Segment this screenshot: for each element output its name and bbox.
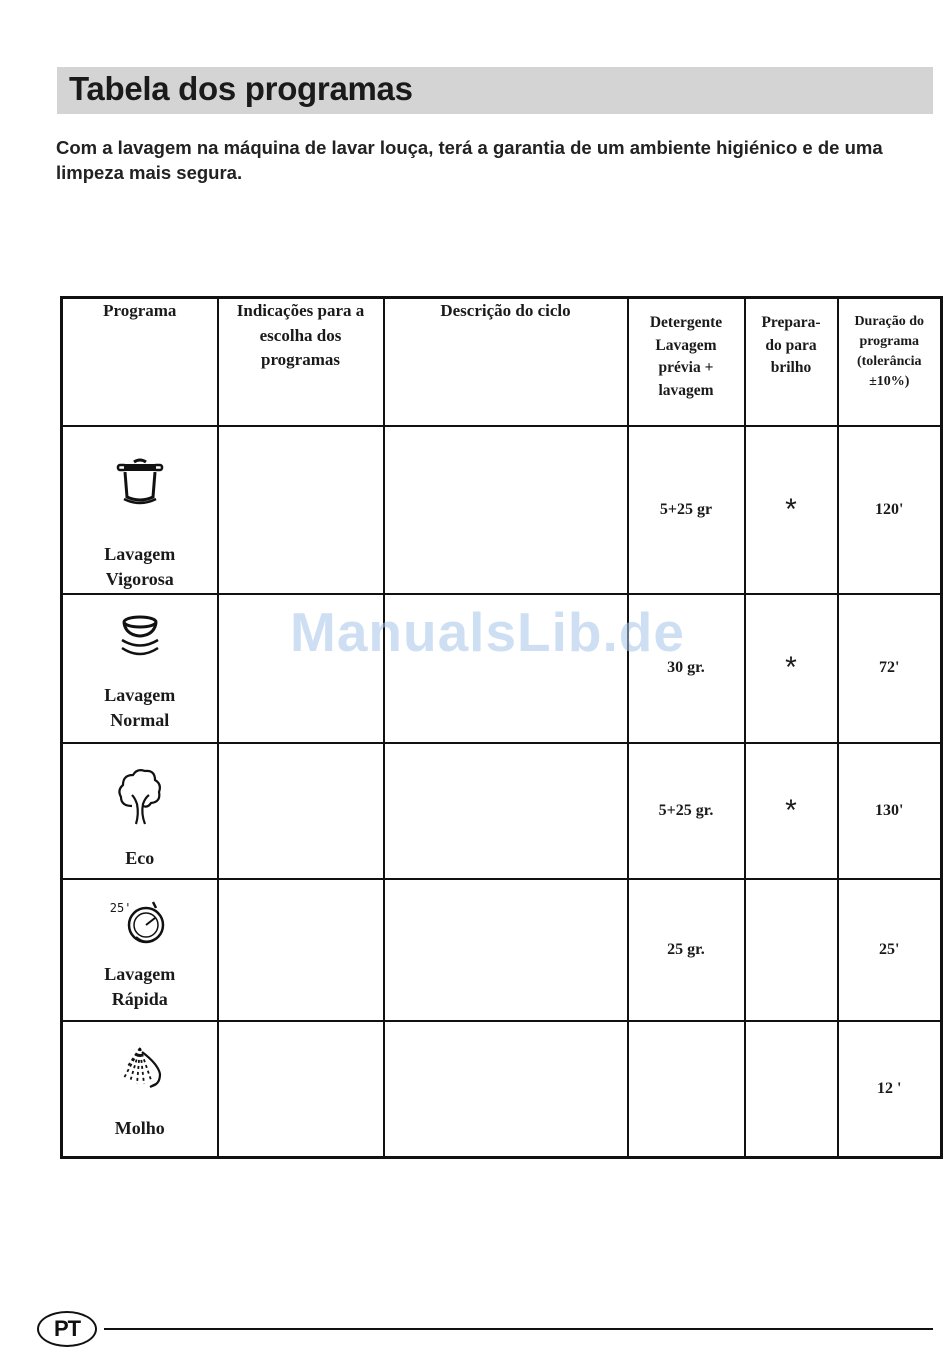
brilho-cell: * xyxy=(745,594,838,743)
program-cell xyxy=(62,426,218,594)
indicacoes-cell xyxy=(218,1021,384,1158)
brilho-cell xyxy=(745,1021,838,1158)
program-name: Eco xyxy=(125,847,155,868)
duracao-cell: 12 ' xyxy=(838,1021,942,1158)
col-header-duracao: Duração do programa (tolerância ±10%) xyxy=(838,298,942,426)
table-row xyxy=(62,879,942,1021)
timer-label: 25' xyxy=(109,900,132,915)
pot-icon xyxy=(112,455,168,507)
footer-rule xyxy=(104,1328,933,1330)
program-cell xyxy=(62,1021,218,1158)
program-cell xyxy=(62,594,218,743)
program-name: Rápida xyxy=(111,988,168,1009)
watermark: ManualsLib.de xyxy=(290,601,685,663)
detergente-cell: 30 gr. xyxy=(628,594,745,743)
indicacoes-cell xyxy=(218,426,384,594)
intro-paragraph: Com a lavagem na máquina de lavar louça, terá a garantia de um ambiente higiénico e de uma limpeza mais segura. xyxy=(56,137,883,183)
language-badge: PT xyxy=(37,1311,97,1347)
page-title: Tabela dos programas xyxy=(69,70,413,107)
table-row xyxy=(62,1021,942,1158)
duracao-cell: 120' xyxy=(838,426,942,594)
program-name: Vigorosa xyxy=(105,568,174,589)
indicacoes-cell xyxy=(218,879,384,1021)
detergente-cell: 5+25 gr xyxy=(628,426,745,594)
descricao-cell xyxy=(384,879,628,1021)
descricao-cell xyxy=(384,594,628,743)
table-row xyxy=(62,743,942,879)
programs-table xyxy=(60,296,943,1159)
duracao-cell: 72' xyxy=(838,594,942,743)
detergente-cell: 25 gr. xyxy=(628,879,745,1021)
spray-icon xyxy=(114,1044,166,1092)
program-name: Normal xyxy=(110,709,170,730)
descricao-cell xyxy=(384,743,628,879)
indicacoes-cell xyxy=(218,743,384,879)
tree-icon xyxy=(115,766,165,826)
program-name: Lavagem xyxy=(104,543,176,564)
bowl-icon xyxy=(118,613,162,661)
section-title-bar xyxy=(57,67,933,114)
program-name: Lavagem xyxy=(104,963,176,984)
descricao-cell xyxy=(384,426,628,594)
table-header-row xyxy=(62,298,942,426)
program-cell xyxy=(62,879,218,1021)
brilho-cell: * xyxy=(745,426,838,594)
stopwatch-icon xyxy=(122,900,168,946)
table-row xyxy=(62,594,942,743)
col-header-indicacoes: Indicações para a escolha dos programas xyxy=(218,298,384,426)
duracao-cell: 130' xyxy=(838,743,942,879)
program-cell xyxy=(62,743,218,879)
brilho-cell xyxy=(745,879,838,1021)
detergente-cell: 5+25 gr. xyxy=(628,743,745,879)
indicacoes-cell xyxy=(218,594,384,743)
col-header-detergente: Detergente Lavagem prévia + lavagem xyxy=(628,298,745,426)
duracao-cell: 25' xyxy=(838,879,942,1021)
brilho-cell: * xyxy=(745,743,838,879)
col-header-brilho: Prepara- do para brilho xyxy=(745,298,838,426)
descricao-cell xyxy=(384,1021,628,1158)
detergente-cell xyxy=(628,1021,745,1158)
col-header-descricao: Descrição do ciclo xyxy=(384,298,628,426)
timer-icon xyxy=(110,898,170,946)
program-name: Molho xyxy=(114,1117,165,1138)
col-header-programa: Programa xyxy=(62,298,218,426)
table-row xyxy=(62,426,942,594)
program-name: Lavagem xyxy=(104,684,176,705)
